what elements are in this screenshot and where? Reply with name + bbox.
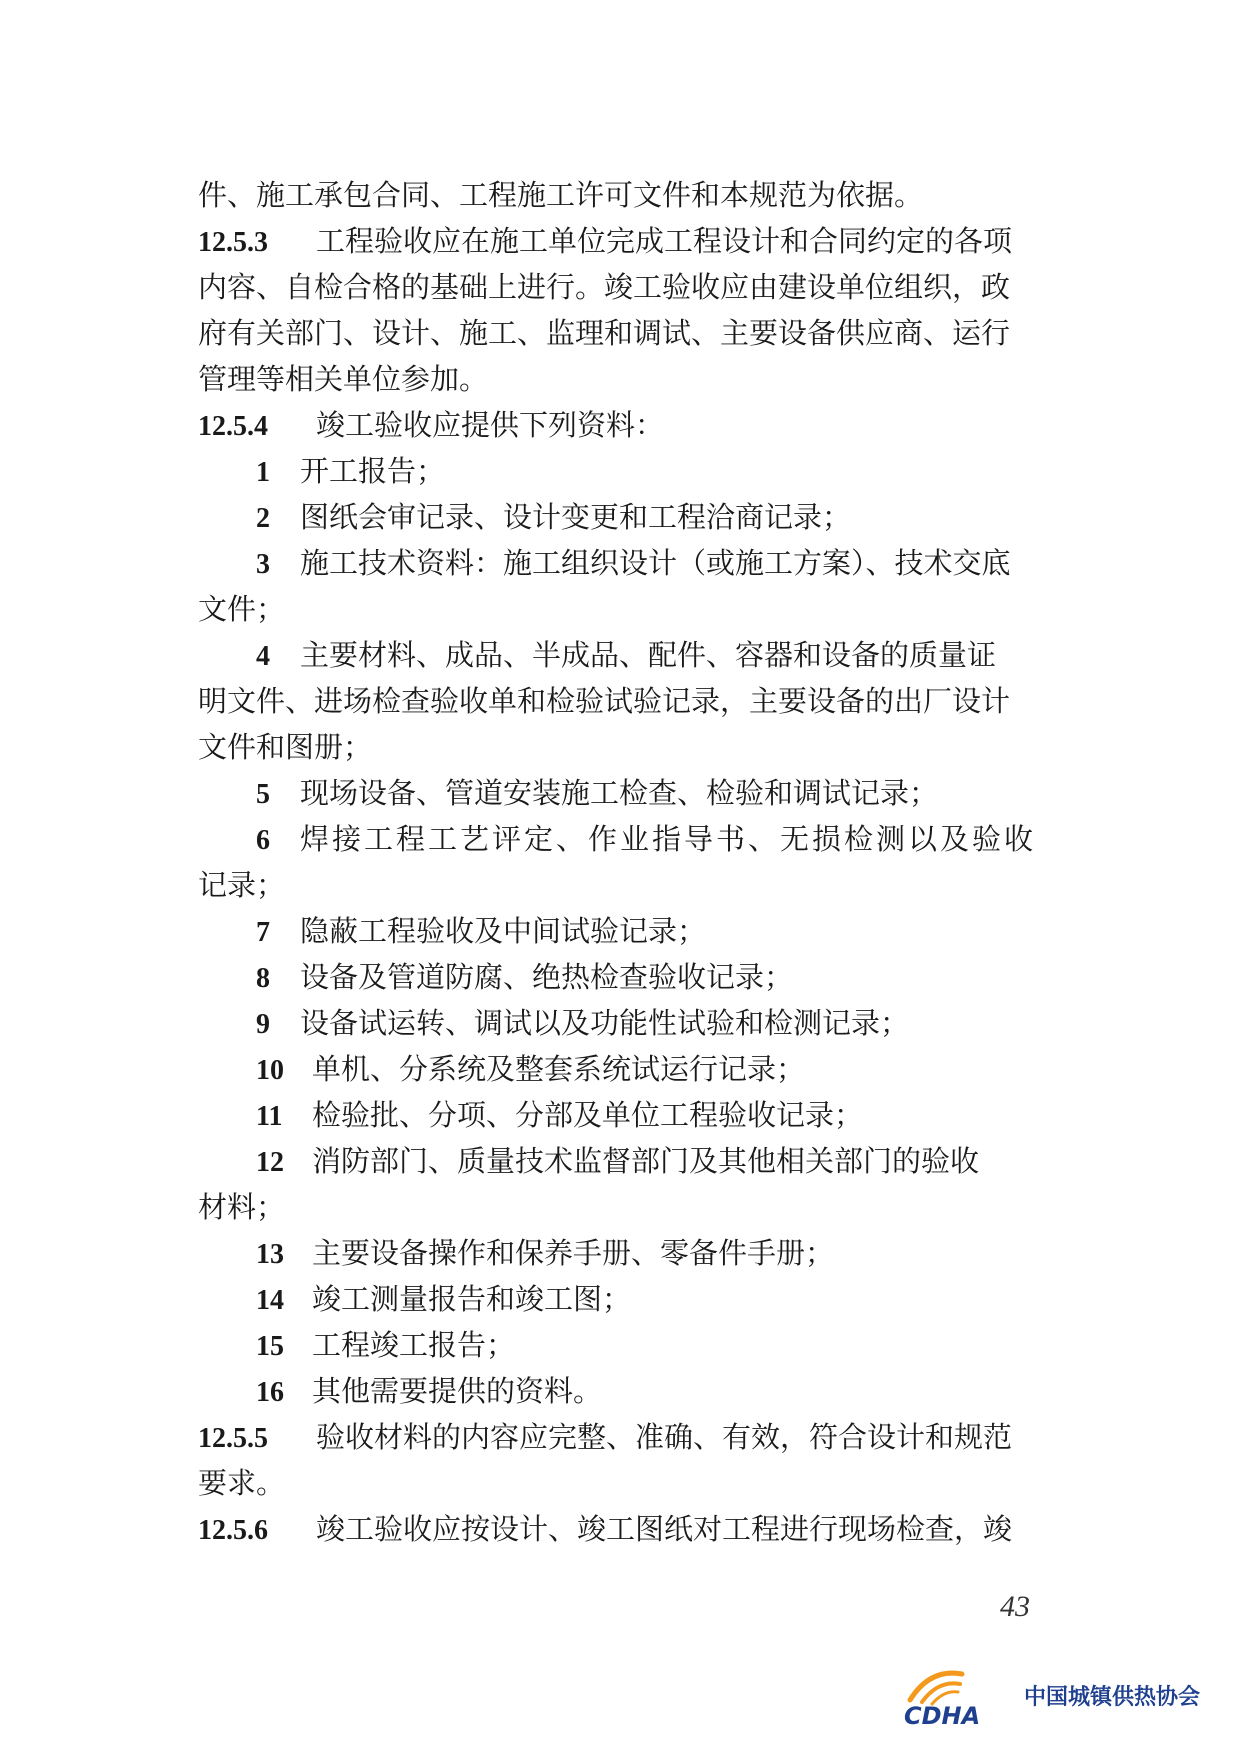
list-item xyxy=(198,448,1078,494)
item-number: 13 xyxy=(256,1239,284,1270)
list-item xyxy=(198,1368,1078,1414)
line-text: 竣工验收应提供下列资料： xyxy=(316,408,665,442)
item-number: 12 xyxy=(256,1147,284,1178)
item-number: 10 xyxy=(256,1055,284,1086)
text-line xyxy=(198,356,1078,402)
text-line xyxy=(198,1184,1078,1230)
line-text: 材料； xyxy=(198,1190,286,1224)
item-number: 3 xyxy=(256,549,270,580)
text-line xyxy=(198,172,1078,218)
clause-number: 12.5.5 xyxy=(198,1423,268,1454)
line-text: 工程验收应在施工单位完成工程设计和合同约定的各项 xyxy=(316,224,1013,258)
item-number: 9 xyxy=(256,1009,270,1040)
item-number: 2 xyxy=(256,503,270,534)
line-text: 明文件、进场检查验收单和检验试验记录，主要设备的出厂设计 xyxy=(198,684,1011,718)
line-text: 竣工测量报告和竣工图； xyxy=(312,1282,632,1316)
list-item xyxy=(198,632,1078,678)
line-text: 隐蔽工程验收及中间试验记录； xyxy=(300,914,707,948)
line-text: 要求。 xyxy=(198,1466,286,1500)
text-line xyxy=(198,1460,1078,1506)
logo-mark-text: CDHA xyxy=(904,1702,981,1730)
line-text: 文件和图册； xyxy=(198,730,373,764)
line-text: 工程竣工报告； xyxy=(312,1328,516,1362)
line-text: 图纸会审记录、设计变更和工程洽商记录； xyxy=(300,500,852,534)
text-line xyxy=(198,310,1078,356)
item-number: 4 xyxy=(256,641,270,672)
text-line xyxy=(198,724,1078,770)
list-item xyxy=(198,770,1078,816)
clause-line xyxy=(198,1506,1078,1552)
item-number: 14 xyxy=(256,1285,284,1316)
clause-line xyxy=(198,402,1078,448)
text-line xyxy=(198,264,1078,310)
line-text: 单机、分系统及整套系统试运行记录； xyxy=(312,1052,806,1086)
logo-text: 中国城镇供热协会 xyxy=(1024,1684,1201,1710)
line-text: 焊接工程工艺评定、作业指导书、无损检测以及验收 xyxy=(300,822,1037,856)
line-text: 施工技术资料：施工组织设计（或施工方案）、技术交底 xyxy=(300,546,1011,580)
list-item xyxy=(198,1092,1078,1138)
list-item xyxy=(198,1046,1078,1092)
line-text: 竣工验收应按设计、竣工图纸对工程进行现场检查，竣 xyxy=(316,1512,1013,1546)
line-text: 主要设备操作和保养手册、零备件手册； xyxy=(312,1236,835,1270)
list-item xyxy=(198,1276,1078,1322)
list-item xyxy=(198,494,1078,540)
clause-line xyxy=(198,1414,1078,1460)
line-text: 其他需要提供的资料。 xyxy=(312,1374,603,1408)
association-logo xyxy=(900,1660,1230,1730)
line-text: 现场设备、管道安装施工检查、检验和调试记录； xyxy=(300,776,939,810)
list-item xyxy=(198,1138,1078,1184)
line-text: 设备试运转、调试以及功能性试验和检测记录； xyxy=(300,1006,910,1040)
line-text: 记录； xyxy=(198,868,286,902)
page-number: 43 xyxy=(1000,1590,1030,1623)
item-number: 15 xyxy=(256,1331,284,1362)
list-item xyxy=(198,540,1078,586)
line-text: 件、施工承包合同、工程施工许可文件和本规范为依据。 xyxy=(198,178,924,212)
list-item xyxy=(198,954,1078,1000)
list-item xyxy=(198,1322,1078,1368)
line-text: 消防部门、质量技术监督部门及其他相关部门的验收 xyxy=(312,1144,980,1178)
clause-number: 12.5.4 xyxy=(198,411,268,442)
line-text: 验收材料的内容应完整、准确、有效，符合设计和规范 xyxy=(316,1420,1013,1454)
item-number: 11 xyxy=(256,1101,283,1132)
item-number: 6 xyxy=(256,825,270,856)
item-number: 7 xyxy=(256,917,270,948)
text-line xyxy=(198,678,1078,724)
text-line xyxy=(198,586,1078,632)
list-item xyxy=(198,1230,1078,1276)
line-text: 府有关部门、设计、施工、监理和调试、主要设备供应商、运行 xyxy=(198,316,1011,350)
list-item xyxy=(198,816,1078,862)
list-item xyxy=(198,908,1078,954)
item-number: 16 xyxy=(256,1377,284,1408)
clause-number: 12.5.3 xyxy=(198,227,268,258)
line-text: 主要材料、成品、半成品、配件、容器和设备的质量证 xyxy=(300,638,997,672)
clause-number: 12.5.6 xyxy=(198,1515,268,1546)
line-text: 设备及管道防腐、绝热检查验收记录； xyxy=(300,960,794,994)
text-line xyxy=(198,862,1078,908)
document-body xyxy=(198,172,1078,1552)
line-text: 管理等相关单位参加。 xyxy=(198,362,489,396)
item-number: 8 xyxy=(256,963,270,994)
line-text: 检验批、分项、分部及单位工程验收记录； xyxy=(312,1098,864,1132)
line-text: 开工报告； xyxy=(300,454,446,488)
line-text: 文件； xyxy=(198,592,286,626)
clause-line xyxy=(198,218,1078,264)
cdha-logo-icon xyxy=(900,1660,1020,1730)
list-item xyxy=(198,1000,1078,1046)
item-number: 1 xyxy=(256,457,270,488)
item-number: 5 xyxy=(256,779,270,810)
line-text: 内容、自检合格的基础上进行。竣工验收应由建设单位组织，政 xyxy=(198,270,1011,304)
